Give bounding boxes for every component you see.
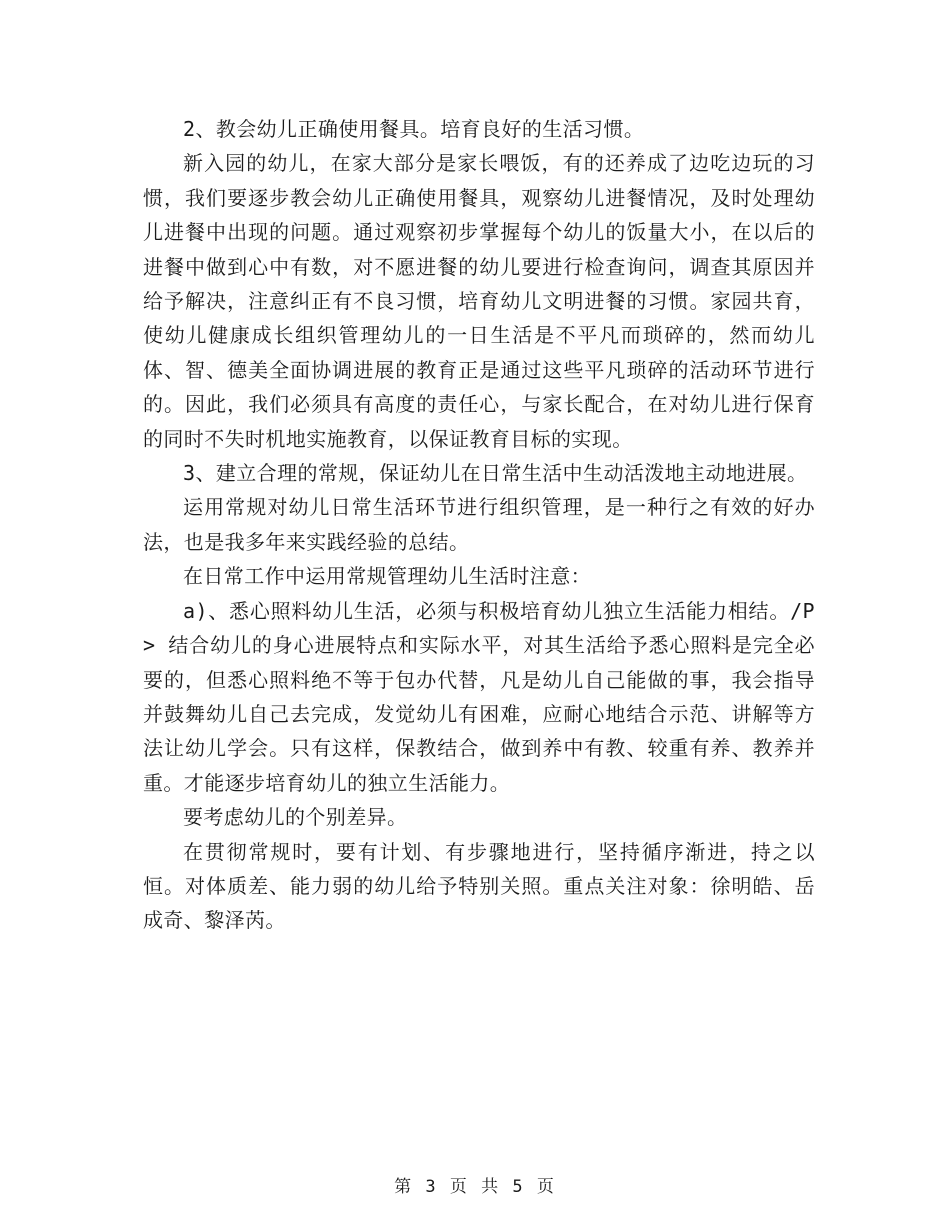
paragraph-item-a: a)、悉心照料幼儿生活，必须与积极培育幼儿独立生活能力相结。/P> 结合幼儿的身心进展特点和实际水平，对其生活给予悉心照料是完全必要的，但悉心照料绝不等于包办代替，凡是幼儿自己能做的事，我会指导并鼓舞幼儿自己去完成，发觉幼儿有困难，应耐心地结合示范、讲解等方法让幼儿学会。只有这样，保教结合，做到养中有教、较重有养、教养并重。才能逐步培育幼儿的独立生活能力。 [143, 598, 815, 795]
paragraph-individual-differences: 要考虑幼儿的个别差异。 [183, 805, 408, 830]
paragraph-tableware-habits: 新入园的幼儿，在家大部分是家长喂饭，有的还养成了边吃边玩的习惯，我们要逐步教会幼儿正确使用餐具，观察幼儿进餐情况，及时处理幼儿进餐中出现的问题。通过观察初步掌握每个幼儿的饭量大小，在以后的进餐中做到心中有数，对不愿进餐的幼儿要进行检查询问，调查其原因并给予解决，注意纠正有不良习惯，培育幼儿文明进餐的习惯。家园共育，使幼儿健康成长组织管理幼儿的一日生活是不平凡而琐碎的，然而幼儿体、智、德美全面协调进展的教育正是通过这些平凡琐碎的活动环节进行的。因此，我们必须具有高度的责任心，与家长配合，在对幼儿进行保育的同时不失时机地实施教育，以保证教育目标的实现。 [143, 151, 815, 451]
document-body [143, 112, 815, 938]
paragraph-implementation: 在贯彻常规时，要有计划、有步骤地进行，坚持循序渐进，持之以恒。对体质差、能力弱的幼儿给予特别关照。重点关注对象：徐明皓、岳成奇、黎泽芮。 [143, 839, 815, 933]
paragraph-notes-intro: 在日常工作中运用常规管理幼儿生活时注意： [183, 564, 591, 589]
paragraph-heading-3: 3、建立合理的常规，保证幼儿在日常生活中生动活泼地主动地进展。 [183, 461, 808, 486]
paragraph-routine-management: 运用常规对幼儿日常生活环节进行组织管理，是一种行之有效的好办法，也是我多年来实践经验的总结。 [143, 495, 815, 554]
page-number-footer: 第 3 页 共 5 页 [394, 1177, 556, 1197]
paragraph-heading-2: 2、教会幼儿正确使用餐具。培育良好的生活习惯。 [183, 117, 645, 141]
